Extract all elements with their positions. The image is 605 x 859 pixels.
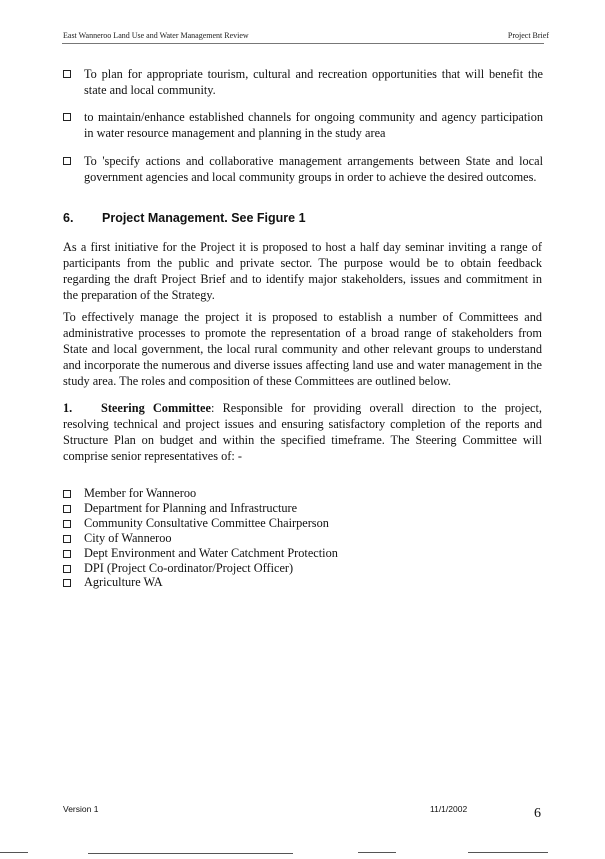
member-label: Member for Wanneroo — [84, 486, 197, 500]
intro-bullet-text: To 'specify actions and collaborative management arrangements between State and local government agencies and local community groups in order to achieve the desired outcomes. — [84, 154, 543, 184]
scan-artifact-line — [88, 853, 293, 854]
member-label: Dept Environment and Water Catchment Protection — [84, 545, 338, 560]
list-item — [63, 575, 338, 590]
footer-date: 11/1/2002 — [430, 804, 468, 814]
paragraph: As a first initiative for the Project it is proposed to host a half day seminar inviting a range of participants from the public and private sector. The purpose would be to obtain feedback regarding the draft Project Brief and to identify major stakeholders, issues and commitment in the preparation of the Strategy. — [63, 240, 542, 303]
steering-committee-paragraph — [63, 400, 542, 464]
scan-artifact-line — [358, 852, 396, 853]
checkbox-bullet-icon — [63, 157, 71, 165]
checkbox-bullet-icon — [63, 579, 71, 587]
member-label: Agriculture WA — [84, 575, 163, 590]
list-item — [63, 561, 338, 576]
checkbox-bullet-icon — [63, 535, 71, 543]
scan-artifact-line — [468, 852, 548, 853]
intro-bullet-text: To plan for appropriate tourism, cultural and recreation opportunities that will benefit the state and local community. — [84, 67, 543, 97]
intro-bullet — [63, 66, 543, 98]
intro-bullet — [63, 109, 543, 141]
steering-title: Steering Committee — [101, 401, 211, 415]
list-item — [63, 486, 338, 501]
list-item — [63, 501, 338, 516]
paragraph: To effectively manage the project it is proposed to establish a number of Committees and administrative processes to promote the representation of a broad range of stakeholders from State and local government, the local rural community and other relevant groups to understand and incorporate the numerous and diverse issues affecting land use and water management in the study area. The roles and composition of these Committees are outlined below. — [63, 310, 542, 389]
checkbox-bullet-icon — [63, 490, 71, 498]
intro-bullet — [63, 153, 543, 185]
section-title: Project Management. See Figure 1 — [102, 211, 306, 225]
member-label: Community Consultative Committee Chairperson — [84, 515, 329, 530]
member-label: Department for Planning and Infrastructure — [84, 500, 298, 515]
steering-number: 1. — [63, 401, 73, 415]
header-rule — [62, 43, 544, 44]
footer-version: Version 1 — [63, 804, 99, 814]
page-header-left: East Wanneroo Land Use and Water Management Review — [63, 31, 249, 40]
checkbox-bullet-icon — [63, 505, 71, 513]
list-item — [63, 531, 338, 546]
checkbox-bullet-icon — [63, 70, 71, 78]
intro-bullet-text: to maintain/enhance established channels for ongoing community and agency participation in water resource management and planning in the study area — [84, 110, 543, 140]
checkbox-bullet-icon — [63, 520, 71, 528]
page-header-right: Project Brief — [507, 31, 549, 40]
section-number: 6. — [63, 211, 74, 225]
section-heading — [63, 211, 306, 225]
checkbox-bullet-icon — [63, 550, 71, 558]
checkbox-bullet-icon — [63, 565, 71, 573]
steering-members-list — [63, 486, 338, 590]
checkbox-bullet-icon — [63, 113, 71, 121]
list-item — [63, 546, 338, 561]
page-number: 6 — [534, 806, 541, 821]
member-label: City of Wanneroo — [84, 530, 172, 545]
scan-artifact-line — [0, 852, 28, 853]
list-item — [63, 516, 338, 531]
steering-text: : Responsible for providing overall direction to the project, resolving technical and project issues and ensuring satisfactory completion of the reports and Structure Plan on budget and within the specified timeframe. The Steering Committee will comprise senior representatives of: - — [63, 401, 542, 464]
member-label: DPI (Project Co-ordinator/Project Officer) — [84, 560, 294, 575]
